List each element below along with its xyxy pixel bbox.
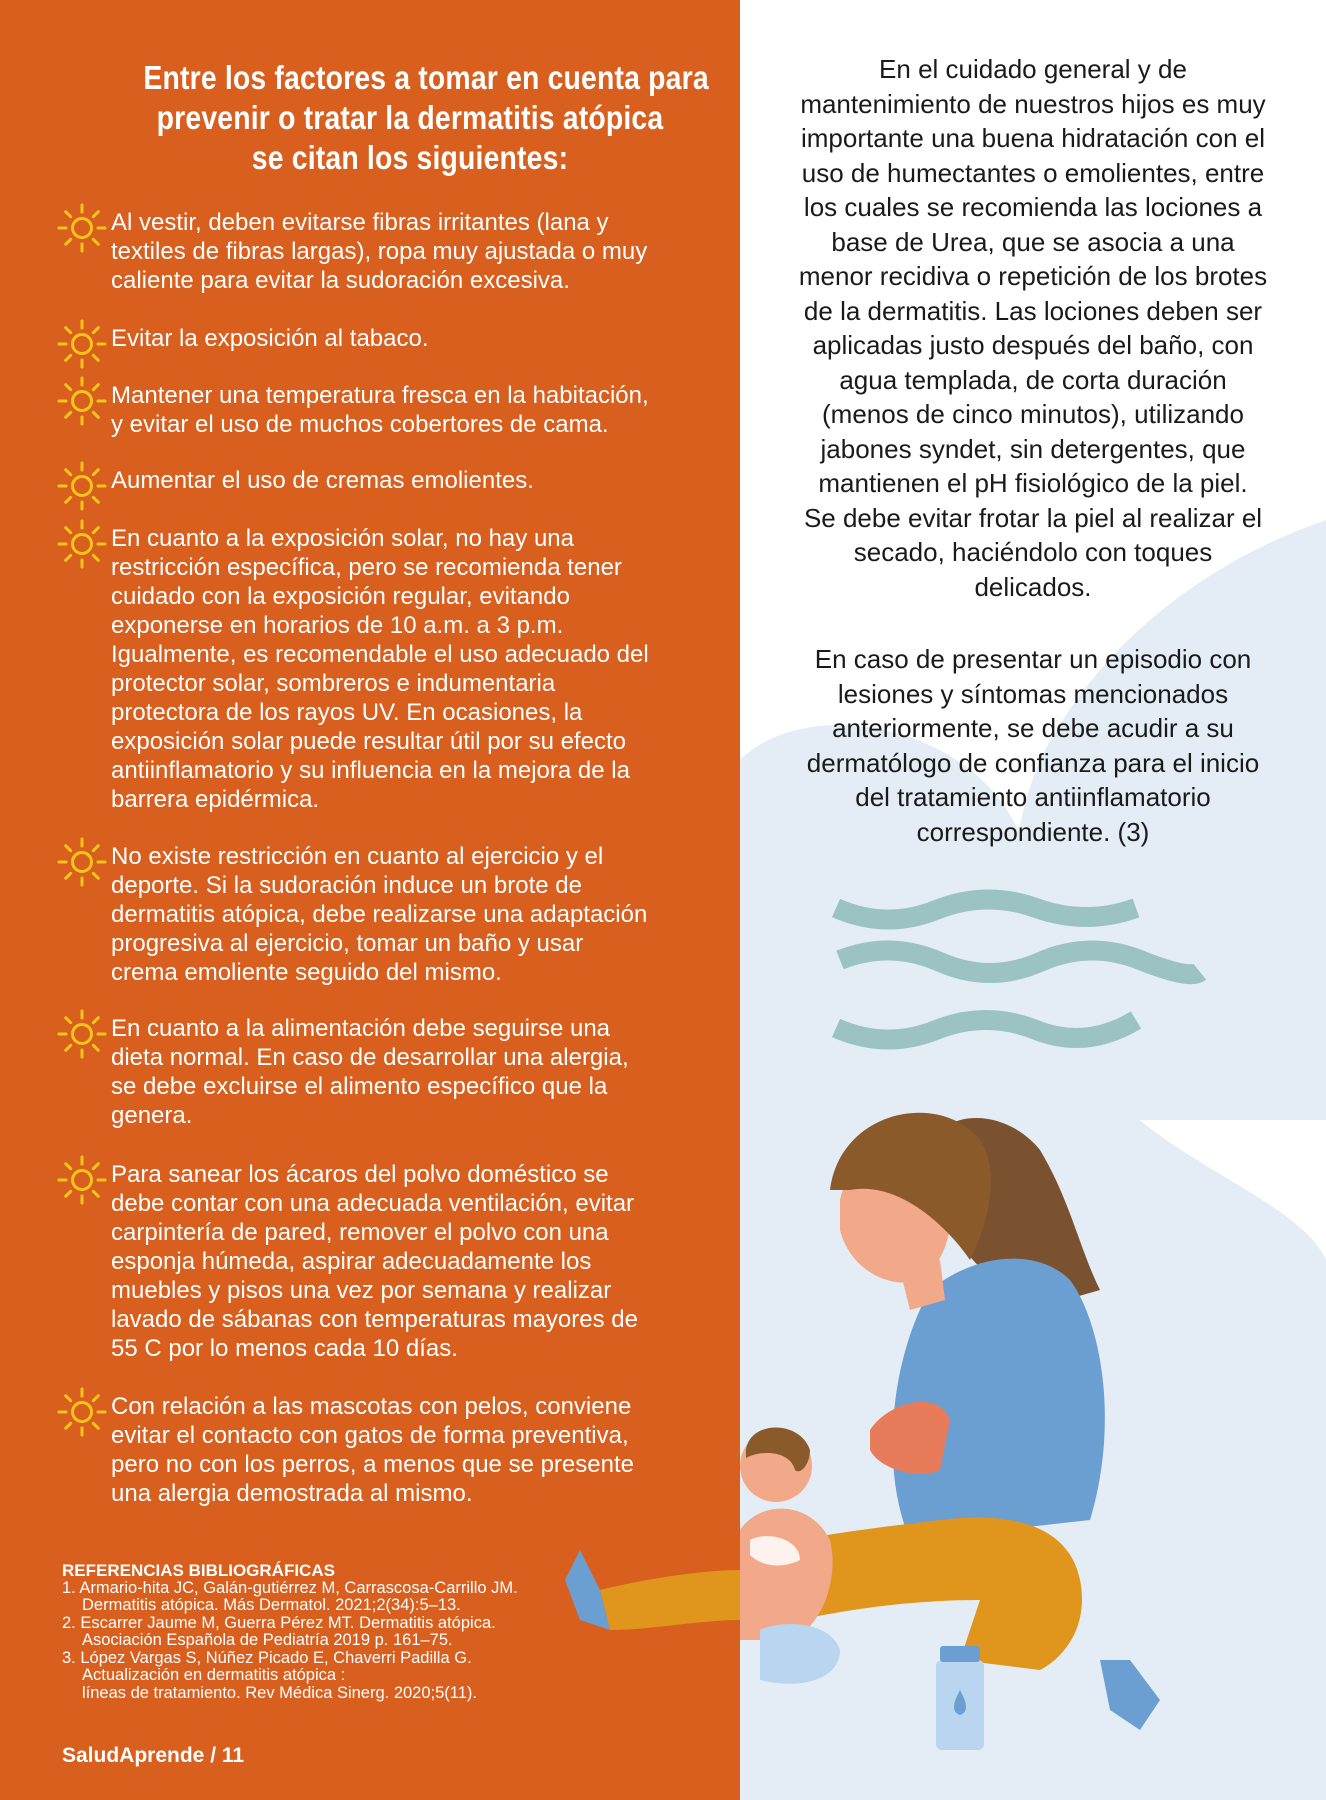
text-line: lavado de sábanas con temperaturas mayores de <box>111 1306 638 1333</box>
text-line: (menos de cinco minutos), utilizando <box>822 399 1244 429</box>
text-line: Aumentar el uso de cremas emolientes. <box>111 467 534 494</box>
text-line: y evitar el uso de muchos cobertores de cama. <box>111 411 609 438</box>
text-line: antiinflamatorio y su influencia en la mejora de la <box>111 757 630 784</box>
reference-line: Asociación Española de Pediatría 2019 p. 161–75. <box>82 1631 453 1649</box>
text-line: genera. <box>111 1102 193 1129</box>
text-line: debe contar con una adecuada ventilación, evitar <box>111 1190 635 1217</box>
list-item-text <box>111 324 771 353</box>
text-line: se debe excluirse el alimento específico que la <box>111 1073 608 1100</box>
sun-bullet-icon <box>56 1386 108 1438</box>
text-line: importante una buena hidratación con el <box>801 123 1265 153</box>
text-line: delicados. <box>974 571 1092 602</box>
text-line: Se debe evitar frotar la piel al realizar el <box>803 502 1263 533</box>
text-line: secado, haciéndolo con toques <box>853 537 1213 567</box>
text-line: esponja húmeda, aspirar adecuadamente los <box>111 1248 592 1275</box>
text-line: dermatitis atópica, debe realizarse una adaptación <box>111 901 648 928</box>
sun-bullet-icon <box>56 318 108 370</box>
references <box>62 1562 702 1702</box>
text-line: menor recidiva o repetición de los brotes <box>798 261 1268 291</box>
section-heading <box>143 58 709 178</box>
reference-line: 1. Armario-hita JC, Galán-gutiérrez M, Carrascosa-Carrillo JM. <box>62 1578 518 1597</box>
list-item-text <box>111 1392 771 1508</box>
body-paragraph <box>748 642 1318 849</box>
heading-line: prevenir o tratar la dermatitis atópica <box>156 99 664 136</box>
text-line: crema emoliente seguido del mismo. <box>111 959 502 986</box>
reference-line: 2. Escarrer Jaume M, Guerra Pérez MT. Dermatitis atópica. <box>62 1613 496 1632</box>
text-line: No existe restricción en cuanto al ejercicio y el <box>111 843 604 870</box>
text-line: uso de humectantes o emolientes, entre <box>801 157 1265 188</box>
body-paragraph <box>748 52 1318 604</box>
sun-bullet-icon <box>56 375 108 427</box>
reference-line: 3. López Vargas S, Núñez Picado E, Chaverri Padilla G. <box>62 1648 472 1667</box>
sun-bullet-icon <box>56 202 108 254</box>
text-line: dieta normal. En caso de desarrollar una alergia, <box>111 1044 629 1071</box>
text-line: caliente para evitar la sudoración excesiva. <box>111 267 570 294</box>
text-line: evitar el contacto con gatos de forma preventiva, <box>111 1422 629 1449</box>
heading-line: Entre los factores a tomar en cuenta para <box>143 59 709 96</box>
text-line: En el cuidado general y de <box>879 54 1187 84</box>
sun-bullet-icon <box>56 1008 108 1060</box>
text-line: cuidado con la exposición regular, evitando <box>111 583 570 610</box>
text-line: Con relación a las mascotas con pelos, conviene <box>111 1393 632 1420</box>
text-line: del tratamiento antiinflamatorio <box>855 782 1211 812</box>
text-line: base de Urea, que se asocia a una <box>831 226 1235 257</box>
text-line: dermatólogo de confianza para el inicio <box>806 747 1260 778</box>
text-line: exposición solar puede resultar útil por su efecto <box>111 728 626 755</box>
text-line: restricción específica, pero se recomienda tener <box>111 554 622 581</box>
sun-bullet-icon <box>56 518 108 570</box>
text-line: los cuales se recomienda las lociones a <box>803 192 1263 222</box>
text-line: mantienen el pH fisiológico de la piel. <box>818 468 1248 498</box>
text-line: correspondiente. (3) <box>916 816 1150 847</box>
text-line: lesiones y síntomas mencionados <box>837 678 1229 709</box>
list-item-text <box>111 381 771 439</box>
list-item-text <box>111 1160 771 1363</box>
text-line: barrera epidérmica. <box>111 786 320 813</box>
text-line: protector solar, sombreros e indumentaria <box>111 670 556 697</box>
reference-line: Dermatitis atópica. Más Dermatol. 2021;2(34):5–13. <box>82 1596 461 1614</box>
text-line: agua templada, de corta duración <box>839 364 1227 395</box>
text-line: muebles y pisos una vez por semana y realizar <box>111 1277 612 1304</box>
text-line: En cuanto a la alimentación debe seguirse una <box>111 1015 611 1042</box>
text-line: En caso de presentar un episodio con <box>814 644 1252 674</box>
sun-bullet-icon <box>56 1154 108 1206</box>
text-line: aplicadas justo después del baño, con <box>812 330 1254 360</box>
text-line: carpintería de pared, remover el polvo con una <box>111 1219 609 1246</box>
page-footer: SaludAprende / 11 <box>62 1744 245 1767</box>
reference-line: Actualización en dermatitis atópica : <box>82 1666 346 1684</box>
text-line: exponerse en horarios de 10 a.m. a 3 p.m. <box>111 612 564 639</box>
references-title: REFERENCIAS BIBLIOGRÁFICAS <box>62 1561 335 1580</box>
text-line: anteriormente, se debe acudir a su <box>832 713 1234 743</box>
text-line: Igualmente, es recomendable el uso adecuado del <box>111 641 649 668</box>
reference-line: líneas de tratamiento. Rev Médica Sinerg. 2020;5(11). <box>82 1683 477 1702</box>
list-item-text <box>111 466 771 495</box>
text-line: 55 C por lo menos cada 10 días. <box>111 1335 458 1362</box>
sun-bullet-icon <box>56 460 108 512</box>
text-line: Para sanear los ácaros del polvo doméstico se <box>111 1161 609 1188</box>
text-line: pero no con los perros, a menos que se presente <box>111 1451 634 1478</box>
text-line: Evitar la exposición al tabaco. <box>111 325 429 352</box>
text-line: Al vestir, deben evitarse fibras irritantes (lana y <box>111 209 609 236</box>
text-line: deporte. Si la sudoración induce un brote de <box>111 872 582 899</box>
text-line: Mantener una temperatura fresca en la habitación, <box>111 382 649 409</box>
text-line: progresiva al ejercicio, tomar un baño y usar <box>111 930 584 957</box>
heading-line: se citan los siguientes: <box>251 139 569 176</box>
list-item-text <box>111 524 771 814</box>
list-item-text <box>111 1014 771 1130</box>
sun-bullet-icon <box>56 836 108 888</box>
list-item-text <box>111 842 771 987</box>
text-line: textiles de fibras largas), ropa muy ajustada o muy <box>111 238 648 265</box>
text-line: de la dermatitis. Las lociones deben ser <box>803 295 1263 326</box>
list-item-text <box>111 208 771 295</box>
text-line: mantenimiento de nuestros hijos es muy <box>800 88 1266 119</box>
text-line: una alergia demostrada al mismo. <box>111 1480 473 1507</box>
text-line: jabones syndet, sin detergentes, que <box>820 433 1246 464</box>
text-line: protectora de los rayos UV. En ocasiones, la <box>111 699 583 726</box>
text-line: En cuanto a la exposición solar, no hay una <box>111 525 574 552</box>
